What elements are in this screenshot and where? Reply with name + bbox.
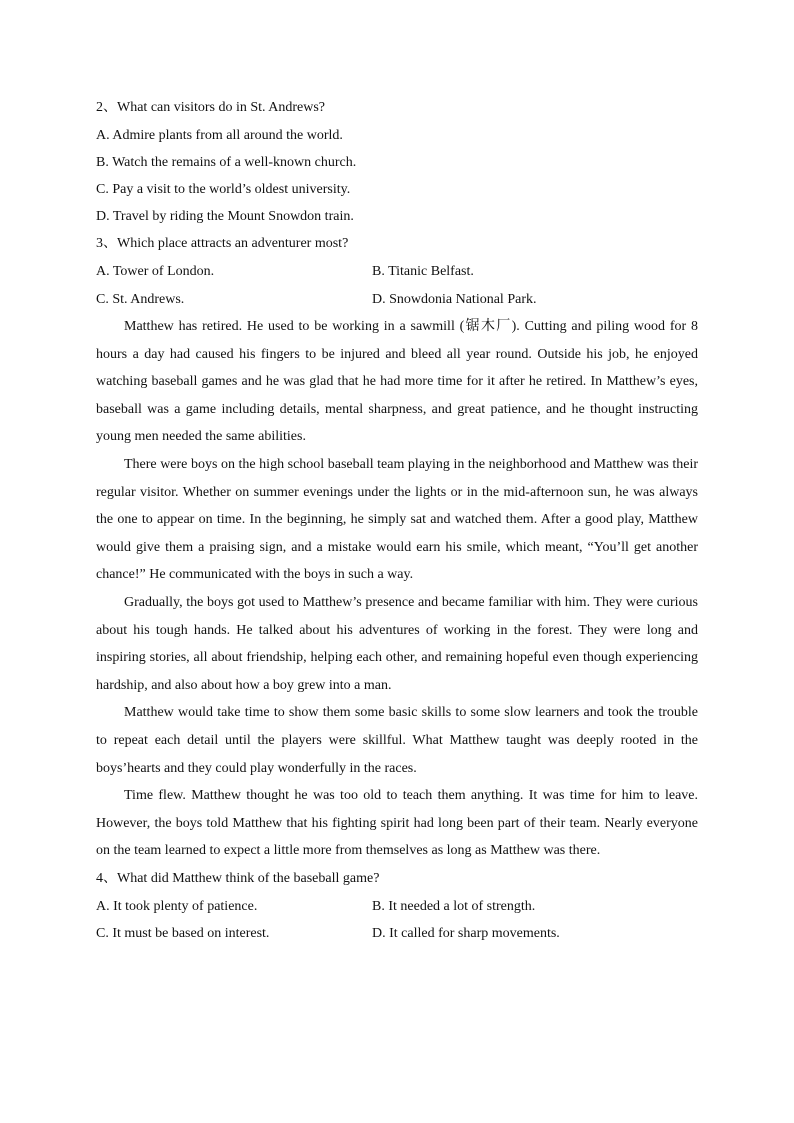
passage-paragraph-4: Matthew would take time to show them some basic skills to some slow learners and took the trouble to repeat each detail until the players were skillful. What Matthew taught was deeply rooted in the boys’hearts and they could play wonderfully in the races. [96, 705, 698, 776]
question-3-stem: 3、Which place attracts an adventurer most? [96, 236, 349, 251]
question-4-option-d: D. It called for sharp movements. [372, 926, 560, 942]
question-3-option-a: A. Tower of London. [96, 264, 215, 279]
question-4-option-a: A. It took plenty of patience. [96, 898, 258, 914]
question-2-option-c: C. Pay a visit to the world’s oldest university. [96, 182, 351, 197]
passage-paragraph-2: There were boys on the high school baseball team playing in the neighborhood and Matthew was their regular visitor. Whether on summer evenings under the lights or in the mid-afternoon sun, he was always the one to appear on time. In the beginning, he simply sat and watched them. After a good play, Matthew would give them a praising sign, and a mistake would earn his smile, which meant, “You’ll get another chance!” He communicated with the boys in such a way. [96, 456, 698, 583]
question-3-options-row-2 [96, 286, 698, 314]
question-2-option-d: D. Travel by riding the Mount Snowdon train. [96, 209, 354, 224]
passage-paragraph-1: Matthew has retired. He used to be working in a sawmill (锯木厂). Cutting and piling wood for 8 hours a day had caused his fingers to be injured and bleed all year round. Outside his job, he enjoyed watching baseball games and he was glad that he had more time for it after he retired. In Matthew’s eyes, baseball was a game including details, mental sharpness, and great patience, and he thought instructing young men needed the same abilities. [96, 319, 698, 445]
passage-paragraph-5: Time flew. Matthew thought he was too old to teach them anything. It was time for him to leave. However, the boys told Matthew that his fighting spirit had long been part of their team. Nearly everyone on the team learned to expect a little more from themselves as long as Matthew was there. [96, 788, 698, 859]
question-4-options-row-2 [96, 920, 698, 948]
question-3-option-d: D. Snowdonia National Park. [372, 291, 537, 307]
question-2-stem: 2、What can visitors do in St. Andrews? [96, 100, 326, 115]
question-3-options-row-1 [96, 258, 698, 286]
passage-paragraph-3: Gradually, the boys got used to Matthew’s presence and became familiar with him. They were curious about his tough hands. He talked about his adventures of working in the forest. They were long and inspiring stories, all about friendship, helping each other, and remaining hopeful even though experiencing hardship, and also about how a boy grew into a man. [96, 594, 698, 693]
question-3-option-b: B. Titanic Belfast. [372, 264, 474, 279]
question-3-option-c: C. St. Andrews. [96, 291, 185, 307]
reading-passage [96, 313, 698, 865]
question-2-option-a: A. Admire plants from all around the world. [96, 128, 343, 143]
question-2-option-b: B. Watch the remains of a well-known church. [96, 155, 357, 170]
document-page [96, 94, 698, 948]
question-4-stem: 4、What did Matthew think of the baseball game? [96, 870, 380, 886]
question-4-option-c: C. It must be based on interest. [96, 926, 270, 942]
question-4-options-row-1 [96, 893, 698, 921]
question-4-option-b: B. It needed a lot of strength. [372, 898, 536, 914]
